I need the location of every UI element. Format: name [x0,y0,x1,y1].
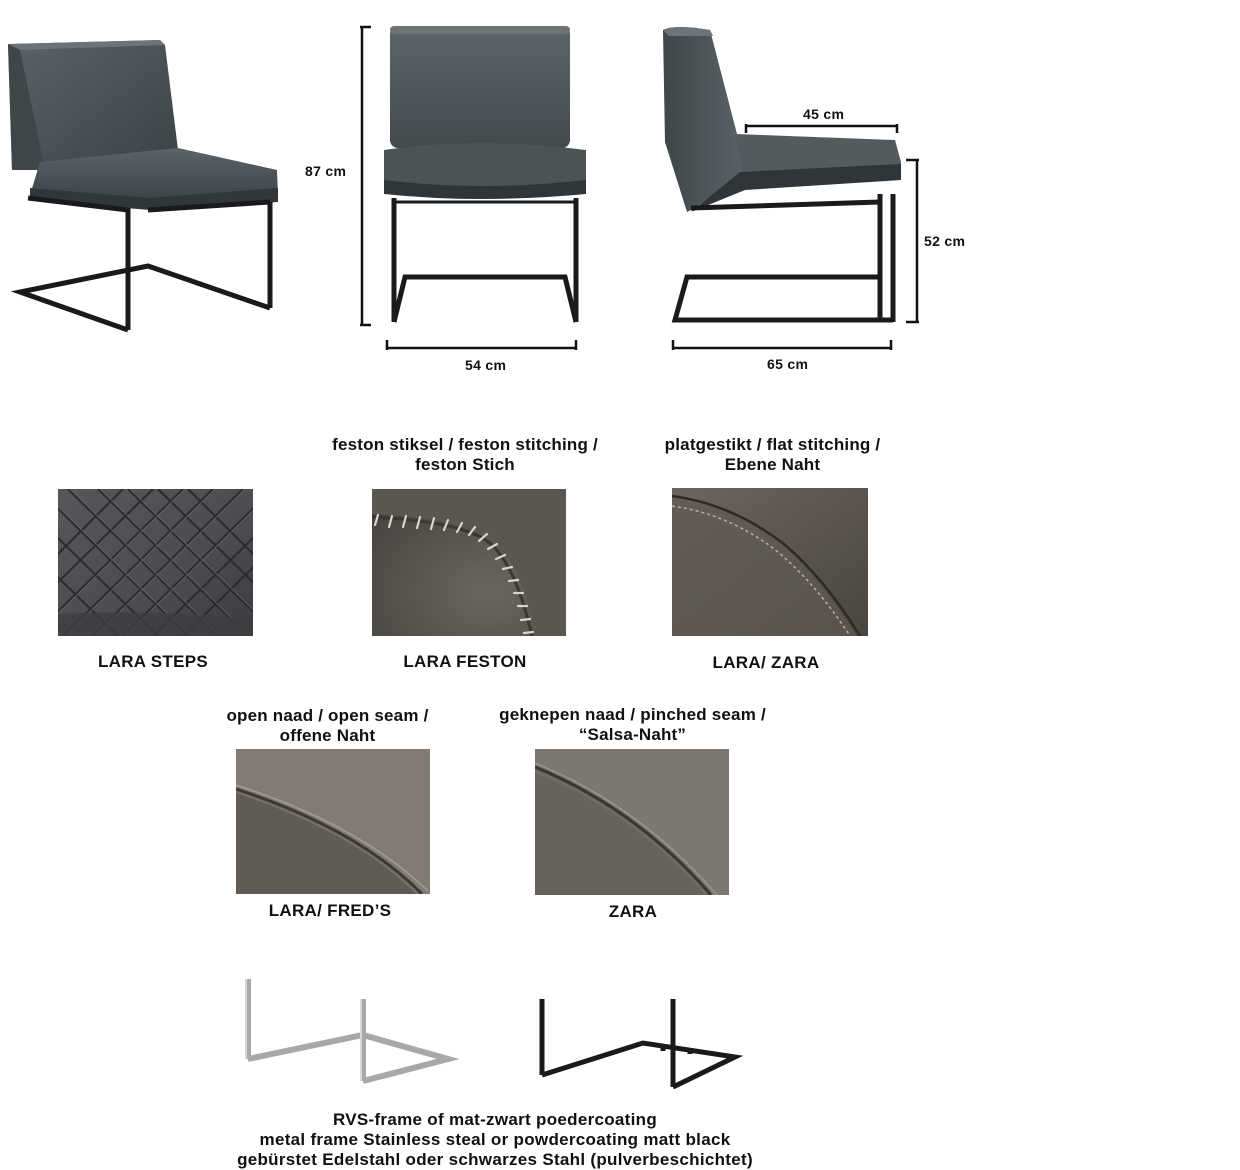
chair-side-illustration [655,22,910,327]
frame-description: RVS-frame of mat-zwart poedercoating metal frame Stainless steal or powdercoating matt black gebürstet Edelstahl oder schwarzes Stahl (pulverbeschichtet) [237,1110,753,1169]
flat-stitching-title: platgestikt / flat stitching / Ebene Naht [664,435,881,474]
height-label: 87 cm [305,163,347,179]
depth-label: 65 cm [767,356,809,372]
lara-steps-swatch [58,489,253,636]
feston-stitching-title: feston stiksel / feston stitching / feston Stich [332,435,598,474]
height-dimension-line [355,25,375,330]
zara-caption: ZARA [608,902,658,921]
lara-feston-swatch [372,489,566,636]
seat-depth-dimension-line [742,120,902,136]
seat-height-dimension-line [902,158,924,326]
width-dimension-line [385,338,580,354]
seat-depth-label: 45 cm [803,106,845,122]
seat-height-label: 52 cm [924,233,966,249]
lara-zara-swatch [672,488,868,636]
lara-freds-caption: LARA/ FRED’S [268,901,392,920]
zara-swatch [535,749,729,895]
lara-freds-swatch [236,749,430,894]
steel-frame-illustration [238,975,458,1087]
lara-feston-caption: LARA FESTON [403,652,527,671]
black-frame-illustration [535,995,745,1093]
pinched-seam-title: geknepen naad / pinched seam / “Salsa-Naht” [499,705,766,744]
width-label: 54 cm [465,357,507,373]
lara-zara-caption: LARA/ ZARA [712,653,820,672]
chair-front-illustration [380,22,590,332]
depth-dimension-line [670,338,895,354]
chair-perspective-illustration [0,30,290,340]
lara-steps-caption: LARA STEPS [97,652,209,671]
open-seam-title: open naad / open seam / offene Naht [226,706,429,745]
